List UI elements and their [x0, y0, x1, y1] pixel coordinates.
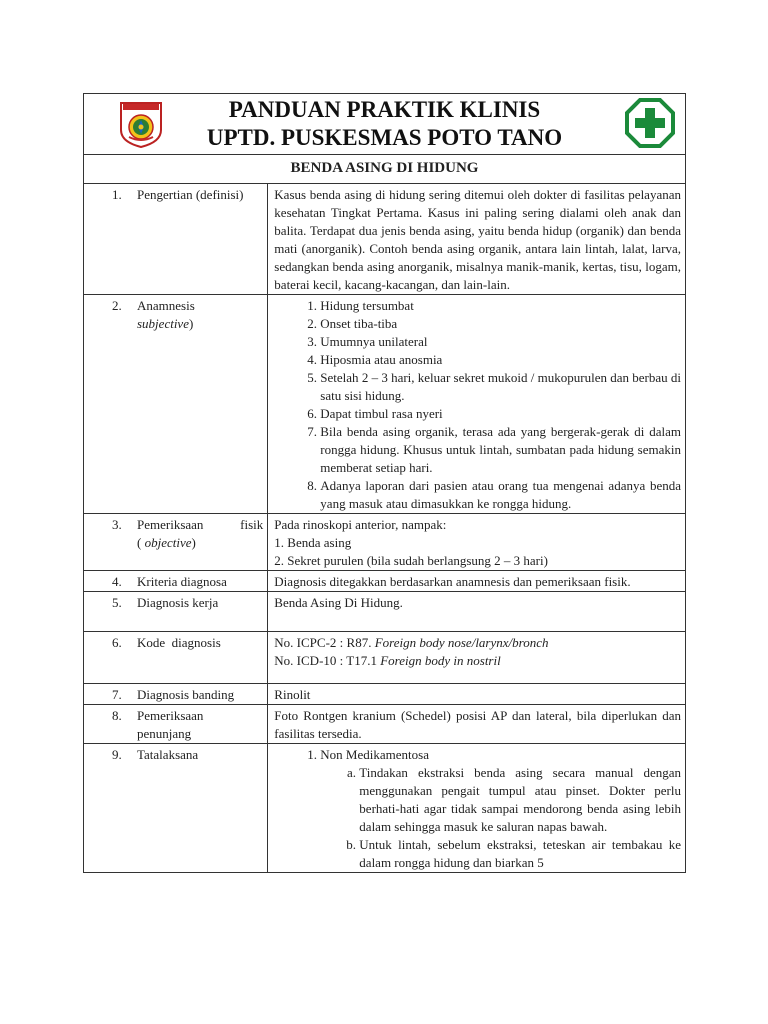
list-item: 6. Dapat timbul rasa nyeri: [320, 405, 681, 423]
list-item: 3. Umumnya unilateral: [320, 333, 681, 351]
diagnosis-code-content: No. ICPC-2 : R87. Foreign body nose/larynx/bronch No. ICD-10 : T17.1 Foreign body in nostril: [268, 632, 686, 684]
clinical-guideline-document: [83, 93, 686, 873]
management-content: [268, 744, 686, 873]
differential-diagnosis-content: Rinolit: [268, 684, 686, 705]
management-sublist: [274, 764, 681, 872]
supporting-exam-label: 8. Pemeriksaan penunjang: [84, 705, 268, 744]
diagnosis-criteria-label: 4. Kriteria diagnosa: [84, 571, 268, 592]
row-diagnosis-criteria: [84, 571, 686, 592]
physical-exam-label: 3. Pemeriksaan fisik ( objective): [84, 514, 268, 571]
management-list: [274, 746, 681, 764]
working-diagnosis-content: Benda Asing Di Hidung.: [268, 592, 686, 632]
anamnesis-list: [274, 297, 681, 513]
row-anamnesis: [84, 295, 686, 514]
list-item: 2. Onset tiba-tiba: [320, 315, 681, 333]
definition-content: Kasus benda asing di hidung sering ditemui oleh dokter di fasilitas pelayanan kesehatan Tingkat Pertama. Kasus ini paling sering dialami oleh anak dan balita. Terdapat dua jenis benda asing, yaitu benda hidup (organik) dan benda mati (anorganik). Contoh benda asing organik, antara lain lintah, lalat, larva, sedangkan benda asing anorganik, misalnya manik-manik, kertas, tisu, logam, baterai kecil, kacang-kacangan, dan lain-lain.: [268, 184, 686, 295]
row-diagnosis-code: [84, 632, 686, 684]
list-item: a. Tindakan ekstraksi benda asing secara manual dengan menggunakan pengait tumpul atau pinset. Dokter perlu berhati-hati agar tidak sampai mendorong benda asing lebih dalam sehingga masuk ke saluran napas bawah.: [359, 764, 681, 836]
list-item: 5. Setelah 2 – 3 hari, keluar sekret mukoid / mukopurulen dan berbau di satu sisi hidung.: [320, 369, 681, 405]
row-definition: [84, 184, 686, 295]
diagnosis-code-label: 6. Kode diagnosis: [84, 632, 268, 684]
row-differential-diagnosis: [84, 684, 686, 705]
header-cell: [84, 94, 686, 155]
diagnosis-criteria-content: Diagnosis ditegakkan berdasarkan anamnesis dan pemeriksaan fisik.: [268, 571, 686, 592]
list-item: 8. Adanya laporan dari pasien atau orang tua mengenai adanya benda yang masuk atau dimasukkan ke rongga hidung.: [320, 477, 681, 513]
differential-diagnosis-label: 7. Diagnosis banding: [84, 684, 268, 705]
list-item: b. Untuk lintah, sebelum ekstraksi, teteskan air tembakau ke dalam rongga hidung dan biarkan 5: [359, 836, 681, 872]
list-item: 1. Hidung tersumbat: [320, 297, 681, 315]
topic-title: BENDA ASING DI HIDUNG: [84, 155, 686, 184]
row-supporting-exam: [84, 705, 686, 744]
anamnesis-content: [268, 295, 686, 514]
management-label: 9. Tatalaksana: [84, 744, 268, 873]
definition-label: 1. Pengertian (definisi): [84, 184, 268, 295]
header-row: [84, 94, 686, 155]
physical-exam-content: Pada rinoskopi anterior, nampak: 1. Benda asing 2. Sekret purulen (bila sudah berlangsung 2 – 3 hari): [268, 514, 686, 571]
institution-title: UPTD. PUSKESMAS POTO TANO: [206, 125, 563, 150]
guideline-table: [83, 93, 686, 873]
row-management: [84, 744, 686, 873]
working-diagnosis-label: 5. Diagnosis kerja: [84, 592, 268, 632]
puskesmas-cross-icon: [625, 98, 675, 148]
list-item: 7. Bila benda asing organik, terasa ada yang bergerak-gerak di dalam rongga hidung. Khusus untuk lintah, sumbatan pada hidung semakin memberat setiap hari.: [320, 423, 681, 477]
supporting-exam-content: Foto Rontgen kranium (Schedel) posisi AP dan lateral, bila diperlukan dan fasilitas tersedia.: [268, 705, 686, 744]
anamnesis-label: 2. Anamnesis subjective): [84, 295, 268, 514]
topic-row: [84, 155, 686, 184]
list-item: 4. Hiposmia atau anosmia: [320, 351, 681, 369]
list-item: 1. Non Medikamentosa: [320, 746, 681, 764]
row-physical-exam: [84, 514, 686, 571]
row-working-diagnosis: [84, 592, 686, 632]
document-title: PANDUAN PRAKTIK KLINIS: [228, 97, 541, 122]
